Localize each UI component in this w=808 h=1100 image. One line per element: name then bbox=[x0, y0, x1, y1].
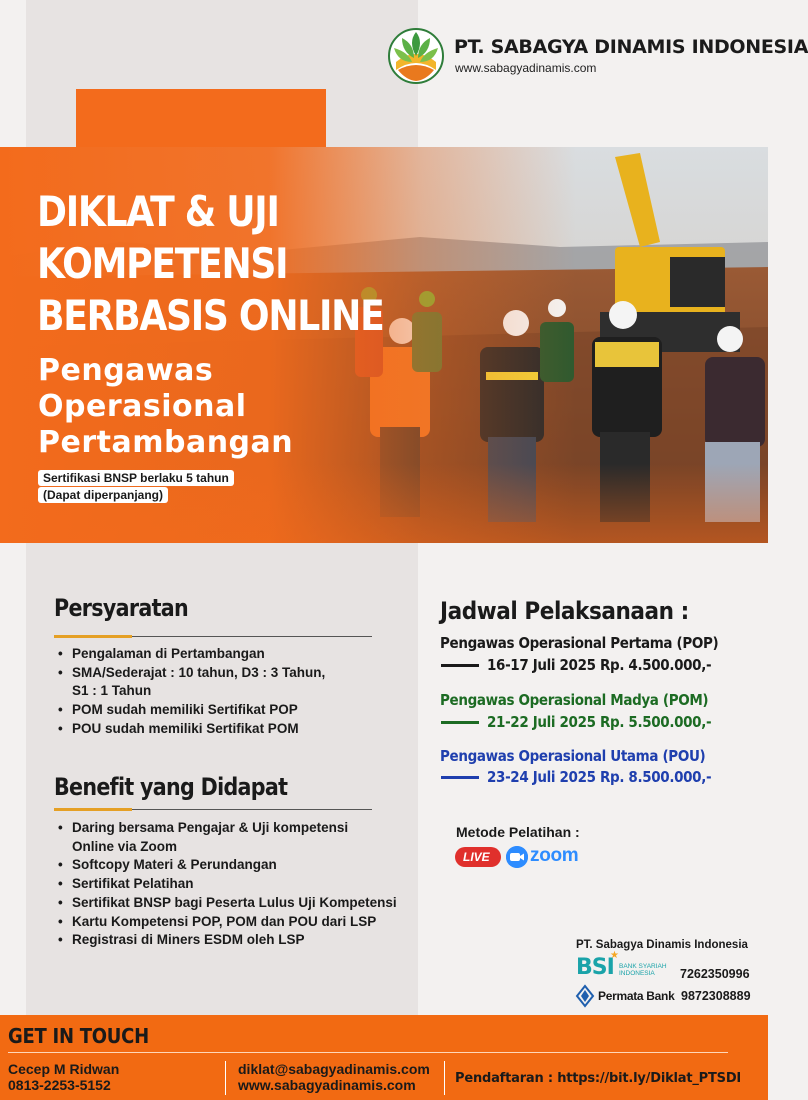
footer-separator bbox=[444, 1061, 445, 1095]
list-item: • Daring bersama Pengajar & Uji kompetensi bbox=[54, 819, 414, 838]
certification-badge: Sertifikasi BNSP berlaku 5 tahun bbox=[38, 470, 234, 486]
zoom-icon bbox=[506, 846, 528, 868]
footer-separator bbox=[225, 1061, 226, 1095]
registration-link[interactable]: Pendaftaran : https://bit.ly/Diklat_PTSDI bbox=[455, 1071, 742, 1086]
live-badge: LIVE bbox=[455, 847, 501, 867]
contact-website[interactable]: www.sabagyadinamis.com bbox=[238, 1077, 416, 1093]
schedule-pom-name: Pengawas Operasional Madya (POM) bbox=[440, 691, 709, 709]
permata-bank-icon bbox=[576, 985, 594, 1007]
list-item: • Registrasi di Miners ESDM oleh LSP bbox=[54, 931, 414, 950]
list-item: Online via Zoom bbox=[72, 838, 178, 854]
orange-accent-block bbox=[76, 89, 326, 147]
benefits-accent bbox=[54, 808, 132, 811]
permata-account-number: 9872308889 bbox=[681, 989, 751, 1003]
list-item: • SMA/Sederajat : 10 tahun, D3 : 3 Tahun, bbox=[54, 664, 384, 683]
schedule-pom-dash bbox=[441, 721, 479, 724]
bsi-logo: BSI bbox=[576, 955, 614, 980]
schedule-pop-date: 16-17 Juli 2025 Rp. 4.500.000,- bbox=[487, 656, 712, 674]
list-item: • POM sudah memiliki Sertifikat POP bbox=[54, 701, 384, 720]
requirements-list bbox=[54, 645, 384, 739]
company-name: PT. SABAGYA DINAMIS INDONESIA bbox=[454, 36, 808, 58]
list-item: • Sertifikat BNSP bagi Peserta Lulus Uji Kompetensi bbox=[54, 894, 414, 913]
list-item: S1 : 1 Tahun bbox=[72, 683, 152, 699]
bsi-bank-name bbox=[619, 963, 667, 977]
schedule-pou-name: Pengawas Operasional Utama (POU) bbox=[440, 747, 706, 765]
footer-divider bbox=[8, 1052, 728, 1053]
company-website[interactable]: www.sabagyadinamis.com bbox=[455, 61, 597, 75]
hero-subtitle bbox=[38, 353, 293, 461]
schedule-pom-date: 21-22 Juli 2025 Rp. 5.500.000,- bbox=[487, 713, 712, 731]
schedule-pou-date: 23-24 Juli 2025 Rp. 8.500.000,- bbox=[487, 768, 712, 786]
schedule-pop-dash bbox=[441, 664, 479, 667]
schedule-pou-dash bbox=[441, 776, 479, 779]
bsi-star-icon: ★ bbox=[610, 950, 619, 961]
hero-title-line: BERBASIS ONLINE bbox=[37, 291, 384, 340]
bsi-account-number: 7262350996 bbox=[680, 967, 750, 981]
contact-email[interactable]: diklat@sabagyadinamis.com bbox=[238, 1061, 430, 1077]
footer-title: GET IN TOUCH bbox=[8, 1024, 149, 1048]
requirements-accent bbox=[54, 635, 132, 638]
hero-title bbox=[37, 186, 383, 342]
contact-name: Cecep M Ridwan bbox=[8, 1061, 120, 1077]
bsi-bank-name-line: INDONESIA bbox=[619, 970, 655, 977]
list-item: • Sertifikat Pelatihan bbox=[54, 875, 414, 894]
training-method-label: Metode Pelatihan : bbox=[456, 824, 580, 840]
hero-title-line: KOMPETENSI bbox=[37, 239, 288, 288]
requirements-title: Persyaratan bbox=[54, 594, 189, 622]
extension-badge: (Dapat diperpanjang) bbox=[38, 487, 168, 503]
bsi-bank-name-line: BANK SYARIAH bbox=[619, 963, 667, 970]
list-item: • Kartu Kompetensi POP, POM dan POU dari LSP bbox=[54, 913, 414, 932]
schedule-pop-name: Pengawas Operasional Pertama (POP) bbox=[440, 634, 719, 652]
schedule-title: Jadwal Pelaksanaan : bbox=[440, 597, 689, 625]
benefits-list bbox=[54, 819, 414, 950]
payment-company: PT. Sabagya Dinamis Indonesia bbox=[576, 939, 748, 951]
list-item: • Pengalaman di Pertambangan bbox=[54, 645, 384, 664]
benefits-title: Benefit yang Didapat bbox=[54, 773, 288, 801]
contact-phone[interactable]: 0813-2253-5152 bbox=[8, 1077, 111, 1093]
zoom-logo: zoom bbox=[530, 845, 579, 866]
hero-title-line: DIKLAT & UJI bbox=[37, 187, 279, 236]
hero-subtitle-line: Pengawas bbox=[38, 353, 214, 388]
permata-bank-name: Permata Bank bbox=[598, 989, 675, 1003]
list-item: • POU sudah memiliki Sertifikat POM bbox=[54, 720, 384, 739]
hero-subtitle-line: Pertambangan bbox=[38, 425, 294, 460]
list-item: • Softcopy Materi & Perundangan bbox=[54, 856, 414, 875]
hero-subtitle-line: Operasional bbox=[38, 389, 247, 424]
company-logo-icon bbox=[386, 26, 446, 84]
live-arrow-icon bbox=[494, 852, 501, 862]
